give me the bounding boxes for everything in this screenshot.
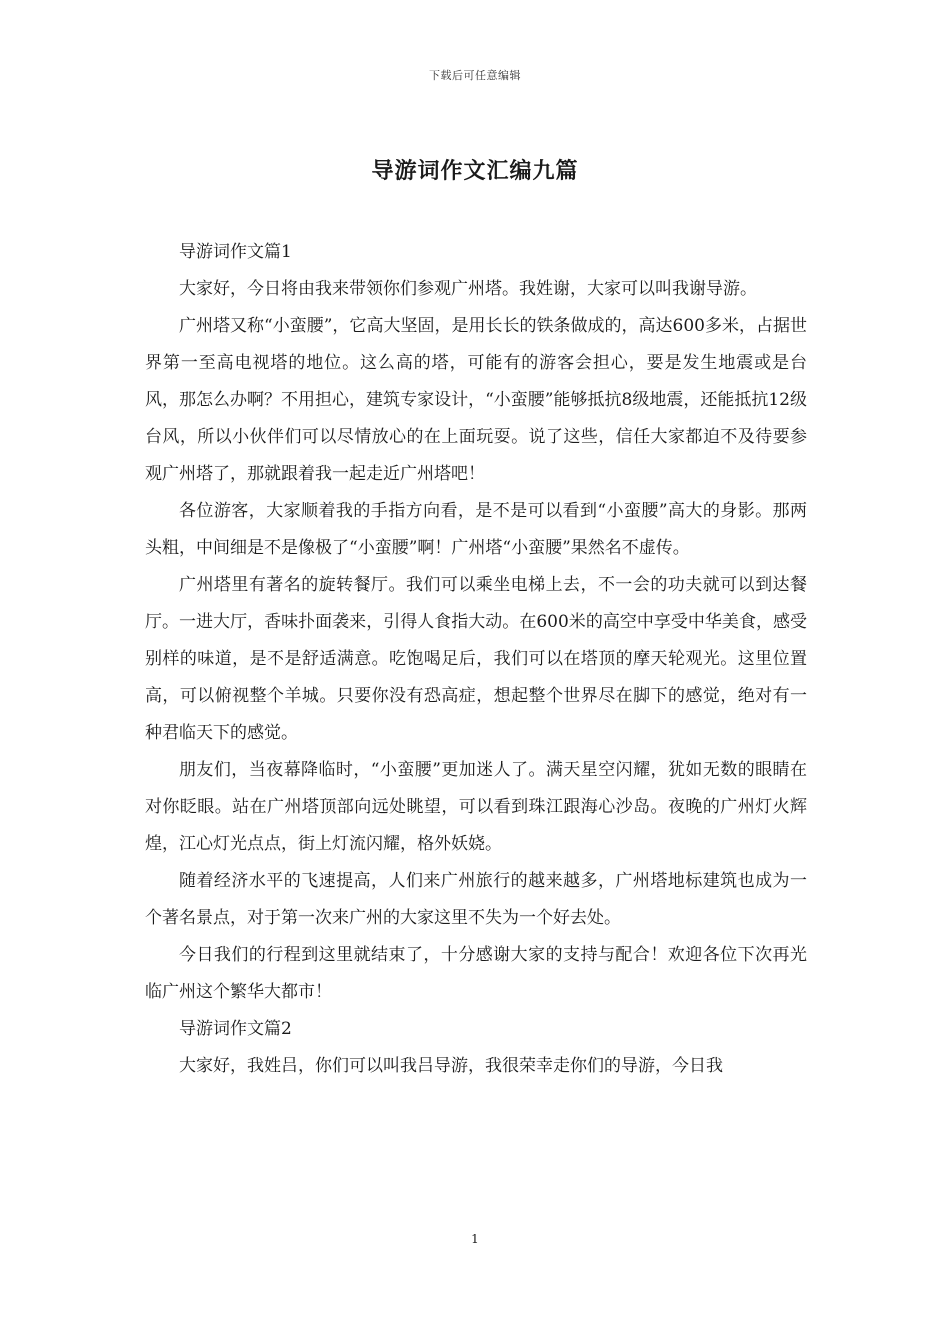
page-number: 1 xyxy=(471,1232,479,1246)
paragraph: 大家好，我姓吕，你们可以叫我吕导游，我很荣幸走你们的导游，今日我 xyxy=(179,1056,723,1076)
paragraph: 今日我们的行程到这里就结束了，十分感谢大家的支持与配合！欢迎各位下次再光临广州这个繁华大都市！ xyxy=(145,945,807,1002)
paragraph: 各位游客，大家顺着我的手指方向看，是不是可以看到“小蛮腰”高大的身影。那两头粗，中间细是不是像极了“小蛮腰”啊！广州塔“小蛮腰”果然名不虚传。 xyxy=(145,501,807,558)
page-header-note: 下载后可任意编辑 xyxy=(429,69,521,82)
document-body xyxy=(145,234,807,1085)
paragraph: 大家好，今日将由我来带领你们参观广州塔。我姓谢，大家可以叫我谢导游。 xyxy=(179,279,757,299)
document-title: 导游词作文汇编九篇 xyxy=(371,158,579,184)
paragraph: 随着经济水平的飞速提高，人们来广州旅行的越来越多，广州塔地标建筑也成为一个著名景点，对于第一次来广州的大家这里不失为一个好去处。 xyxy=(145,871,807,928)
section-heading-2: 导游词作文篇2 xyxy=(179,1019,292,1039)
paragraph: 广州塔又称“小蛮腰”，它高大坚固，是用长长的铁条做成的，高达600多米，占据世界第一至高电视塔的地位。这么高的塔，可能有的游客会担心，要是发生地震或是台风，那怎么办啊？不用担心，建筑专家设计，“小蛮腰”能够抵抗8级地震，还能抵抗12级台风，所以小伙伴们可以尽情放心的在上面玩耍。说了这些，信任大家都迫不及待要参观广州塔了，那就跟着我一起走近广州塔吧！ xyxy=(145,316,807,484)
paragraph: 朋友们，当夜幕降临时，“小蛮腰”更加迷人了。满天星空闪耀，犹如无数的眼睛在对你眨眼。站在广州塔顶部向远处眺望，可以看到珠江跟海心沙岛。夜晚的广州灯火辉煌，江心灯光点点，街上灯流闪耀，格外妖娆。 xyxy=(145,760,807,854)
section-heading-1: 导游词作文篇1 xyxy=(179,242,292,262)
paragraph: 广州塔里有著名的旋转餐厅。我们可以乘坐电梯上去，不一会的功夫就可以到达餐厅。一进大厅，香味扑面袭来，引得人食指大动。在600米的高空中享受中华美食，感受别样的味道，是不是舒适满意。吃饱喝足后，我们可以在塔顶的摩天轮观光。这里位置高，可以俯视整个羊城。只要你没有恐高症，想起整个世界尽在脚下的感觉，绝对有一种君临天下的感觉。 xyxy=(145,575,807,743)
